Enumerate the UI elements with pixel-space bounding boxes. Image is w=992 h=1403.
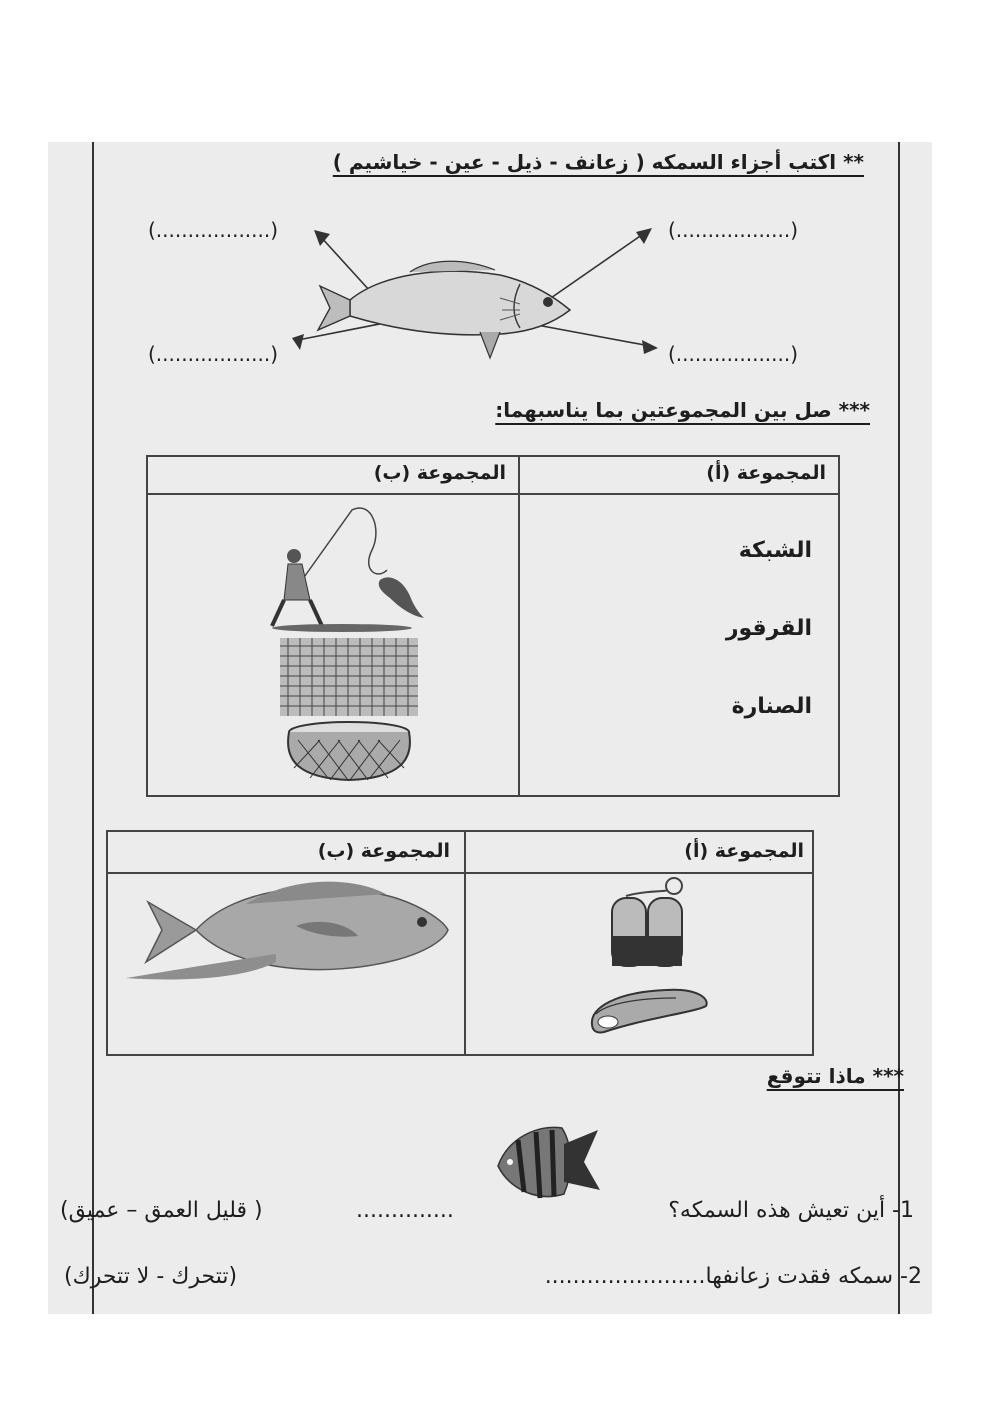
section2-title: *** صل بين المجموعتين بما يناسبهما:: [495, 398, 870, 422]
blank-bottom-left: (..................): [148, 342, 279, 366]
page-border-right: [898, 142, 900, 1314]
fishing-net-icon: [280, 638, 418, 716]
table1-header-a: المجموعة (أ): [706, 462, 826, 484]
table1-header-b: المجموعة (ب): [373, 462, 506, 484]
question-1: 1- أين تعيش هذه السمكه؟: [668, 1198, 914, 1223]
section1-title: ** اكتب أجزاء السمكه ( زعانف - ذيل - عين - خياشيم ): [332, 150, 864, 174]
question-1-blank: ..............: [356, 1198, 454, 1223]
question-2-options: (تتحرك - لا تتحرك): [64, 1264, 238, 1289]
table2-header-b: المجموعة (ب): [317, 840, 450, 862]
blank-top-right: (..................): [668, 218, 799, 242]
fish-icon: [126, 874, 456, 984]
section3-title: *** ماذا تتوقع: [766, 1064, 904, 1088]
fisherman-rod-icon: [262, 500, 432, 632]
angelfish-icon: [488, 1118, 602, 1208]
diving-tanks-icon: [606, 876, 692, 968]
flippers-icon: [586, 984, 714, 1036]
table2-header-a: المجموعة (أ): [684, 840, 804, 862]
question-1-options: ( قليل العمق – عميق): [60, 1198, 263, 1223]
table1-item-trap: القرقور: [725, 616, 812, 641]
blank-bottom-right: (..................): [668, 342, 799, 366]
blank-top-left: (..................): [148, 218, 279, 242]
page-border-left: [92, 142, 94, 1314]
fish-trap-icon: [278, 720, 420, 784]
fish-diagram-icon: [290, 220, 670, 370]
table1-item-net: الشبكة: [738, 538, 812, 563]
question-2: 2- سمكه فقدت زعانفها.......................: [544, 1264, 922, 1289]
table1-item-rod: الصنارة: [731, 694, 812, 719]
